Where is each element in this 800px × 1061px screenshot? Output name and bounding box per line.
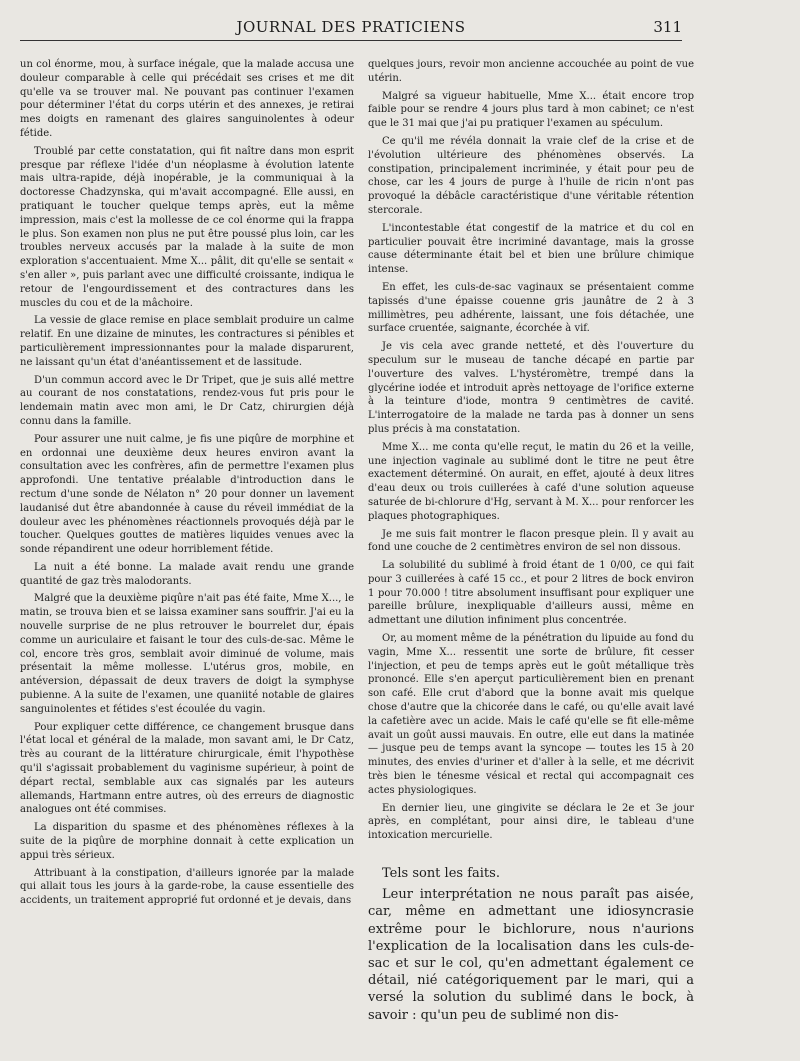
paragraph: Je vis cela avec grande netteté, et dès l'ouverture du speculum sur le museau de tanche décapé en partie par l'ouverture des valves. L'hystéromètre, trempé dans la glycérine iodée et introduit après nettoyage de l'orifice externe à la teinture d'iode, montra 9 centimètres de cavité. L'interrogatoire de la malade ne tarda pas à donner un sens plus précis à ma constatation.	[368, 341, 694, 435]
large-paragraph: Tels sont les faits.	[382, 866, 500, 882]
paragraph: Or, au moment même de la pénétration du lipuide au fond du vagin, Mme X... ressentit une sorte de brûlure, fit cesser l'injection, et peu de temps après eut le goût métallique très prononcé. Elle s'en aperçut particulièrement bien en prenant son café. Elle crut d'abord que la bonne avait mis quelque chose d'autre que la chicorée dans le café, ou qu'elle avait lavé la cafetière avec un acide. Mais le café qu'elle se fit elle-même avait un goût aussi mauvais. En outre, elle eut dans la matinée — jusque peu de temps avant la syncope — toutes les 15 à 20 minutes, des envies d'uriner et d'aller à la selle, et me décrivit très bien le ténesme vésical et rectal qui accompagnait ces actes physiologiques.	[368, 633, 694, 796]
paragraph: La solubilité du sublimé à froid étant de 1 0/00, ce qui fait pour 3 cuillerées à café 15 cc., et pour 2 litres de bock environ 1 pour 70.000 ! titre absolument insuffisant pour expliquer une pareille brûlure, inexpliquable d'ailleurs aussi, même en admettant une dilution infiniment plus concentrée.	[368, 560, 694, 627]
paragraph: Ce qu'il me révéla donnait la vraie clef de la crise et de l'évolution ultérieure des phénomènes observés. La constipation, principalement incriminée, y était pour peu de chose, car les 4 jours de purge à l'huile de ricin n'ont pas provoqué la débâcle caractéristique d'une véritable rétention stercorale.	[368, 135, 694, 216]
paragraph: En effet, les culs-de-sac vaginaux se présentaient comme tapissés d'une épaisse couenne gris jaunâtre de 2 à 3 millimètres, peu adhérente, laissant, une fois détachée, une surface cruentée, saignante, écorchée à vif.	[368, 281, 694, 335]
paragraph: Malgré que la deuxième piqûre n'ait pas été faite, Mme X..., le matin, se trouva bien et se laissa examiner sans souffrir. J'ai eu la nouvelle surprise de ne plus retrouver le bourrelet dur, épais comme un auriculaire et faisant le tour des culs-de-sac. Même le col, encore très gros, semblait avoir diminué de volume, mais présentait la même mollesse. L'utérus gros, mobile, en antéversion, dépassait de deux travers de doigt la symphyse pubienne. A la suite de l'examen, une quaniité notable de glaires sanguinolentes et fétides s'est écoulée du vagin.	[20, 593, 354, 715]
running-header	[20, 14, 682, 41]
paragraph: D'un commun accord avec le Dr Tripet, que je suis allé mettre au courant de nos constatations, rendez-vous fut pris pour le lendemain matin avec mon ami, le Dr Catz, chirurgien déjà connu dans la famille.	[20, 374, 354, 427]
paragraph: Pour assurer une nuit calme, je fis une piqûre de morphine et en ordonnai une deuxième deux heures environ avant la consultation avec les confrères, afin de permettre l'examen plus approfondi. Une tentative préalable d'introduction dans le rectum d'une sonde de Nélaton n° 20 pour donner un lavement laudanisé dut être abandonnée à cause du réveil immédiat de la douleur avec les phénomènes réactionnels provoqués déjà par le toucher. Quelques gouttes de matières liquides venues avec la sonde répandirent une odeur horriblement fétide.	[20, 433, 354, 556]
paragraph: L'incontestable état congestif de la matrice et du col en particulier pouvait être incriminé davantage, mais la grosse cause déterminante était bel et bien une brûlure chimique intense.	[368, 222, 694, 276]
paragraph: Attribuant à la constipation, d'ailleurs ignorée par la malade qui allait tous les jours à la garde-robe, la cause essentielle des accidents, un traitement approprié fut ordonné et je devais, dans	[20, 867, 354, 907]
paragraph: Malgré sa vigueur habituelle, Mme X... était encore trop faible pour se rendre 4 jours plus tard à mon cabinet; ce n'est que le 31 mai que j'ai pu pratiquer l'examen au spéculum.	[368, 90, 694, 130]
page-number: 311	[653, 18, 682, 36]
large-paragraph: Leur interprétation ne nous paraît pas aisée, car, même en admettant une idiosyncrasie extrême pour le bichlorure, nous n'aurions l'explication de la localisation dans les culs-de-sac et sur le col, qu'en admettant également ce détail, nié catégoriquement par le mari, qui a versé la solution du sublimé dans le bock, à savoir : qu'un peu de sublimé non dis-	[368, 887, 694, 1023]
left-column	[20, 58, 354, 912]
journal-title: JOURNAL DES PRATICIENS	[236, 18, 466, 36]
paragraph: La nuit a été bonne. La malade avait rendu une grande quantité de gaz très malodorants.	[20, 561, 354, 587]
right-column	[368, 58, 694, 1028]
paragraph: La vessie de glace remise en place semblait produire un calme relatif. En une dizaine de minutes, les contractures si pénibles et particulièrement impressionnantes pour la malade disparurent, ne laissant qu'un état d'anéantissement et de lassitude.	[20, 315, 354, 368]
paragraph: Pour expliquer cette différence, ce changement brusque dans l'état local et général de la malade, mon savant ami, le Dr Catz, très au courant de la littérature chirurgicale, émit l'hypothèse qu'il s'agissait probablement du vaginisme supérieur, à point de départ rectal, semblable aux cas signalés par les auteurs allemands, Hartmann entre autres, où des erreurs de diagnostic analogues ont été commises.	[20, 721, 354, 816]
paragraph: un col énorme, mou, à surface inégale, que la malade accusa une douleur comparable à celle qui précédait ses crises et me dit qu'elle va se trouver mal. Ne pouvant pas continuer l'examen pour déterminer l'état du corps utérin et des annexes, je retirai mes doigts en ramenant des glaires sanguinolentes à odeur fétide.	[20, 59, 354, 139]
paragraph: En dernier lieu, une gingivite se déclara le 2e et 3e jour après, en complétant, pour ainsi dire, le tableau d'une intoxication mercurielle.	[368, 802, 694, 842]
section-gap	[368, 847, 694, 865]
paragraph: quelques jours, revoir mon ancienne accouchée au point de vue utérin.	[368, 59, 694, 84]
paragraph: Mme X... me conta qu'elle reçut, le matin du 26 et la veille, une injection vaginale au sublimé dont le titre ne peut être exactement déterminé. On aurait, en effet, ajouté à deux litres d'eau deux ou trois cuillerées à café d'une solution aqueuse saturée de bi-chlorure d'Hg, servant à M. X... pour renforcer les plaques photographiques.	[368, 441, 694, 522]
paragraph: La disparition du spasme et des phénomènes réflexes à la suite de la piqûre de morphine donnait à cette explication un appui très sérieux.	[20, 822, 354, 861]
paragraph: Troublé par cette constatation, qui fit naître dans mon esprit presque par réflexe l'idée d'un néoplasme à évolution latente mais ultra-rapide, déjà inopérable, je la communiquai à la doctoresse Chadzynska, qui m'avait accompagné. Elle aussi, en pratiquant le toucher quelque temps après, eut la même impression, mais c'est la mollesse de ce col énorme qui la frappa le plus. Son examen non plus ne put être poussé plus loin, car les troubles nerveux accusés par la malade à la suite de mon exploration s'accentuaient. Mme X... pâlit, dit qu'elle se sentait « s'en aller », puis parlant avec une difficulté croissante, indiqua le retour de l'engourdissement et des contractures dans les muscles du cou et de la mâchoire.	[20, 145, 354, 309]
paragraph: Je me suis fait montrer le flacon presque plein. Il y avait au fond une couche de 2 centimètres environ de sel non dissous.	[368, 528, 694, 554]
